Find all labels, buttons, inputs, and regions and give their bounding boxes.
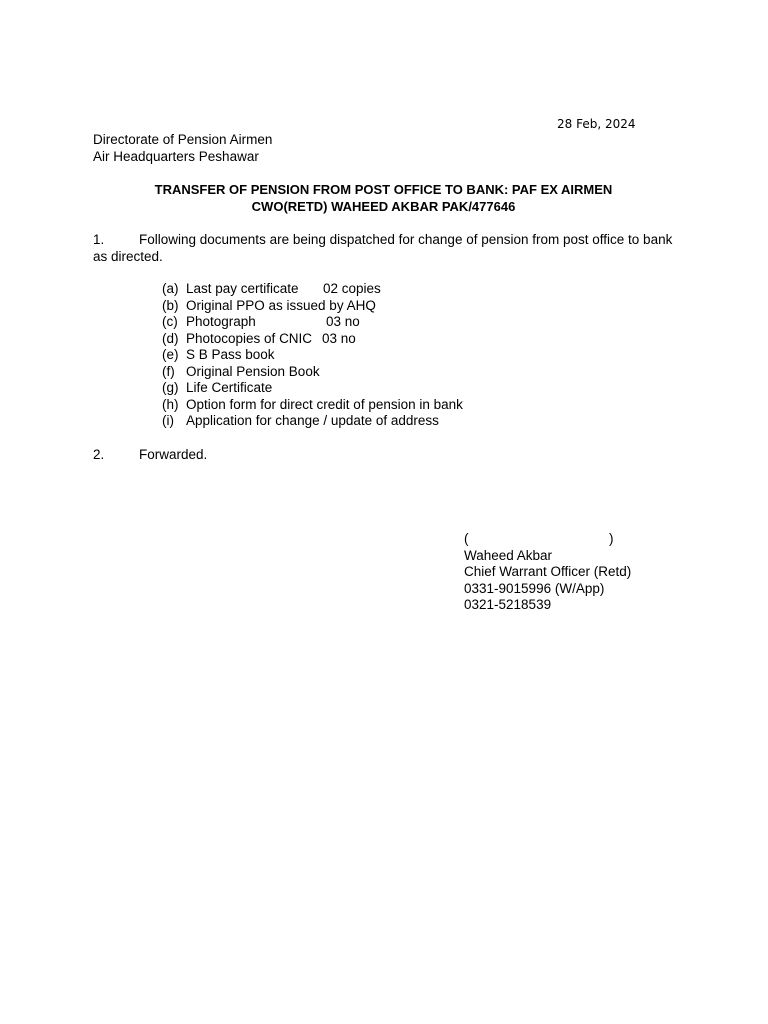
list-item-text: Original PPO as issued by AHQ	[186, 297, 376, 313]
list-item-text: Photograph	[186, 314, 256, 329]
list-item	[162, 347, 582, 364]
list-item	[162, 331, 582, 348]
paragraph-2-text: Forwarded.	[139, 447, 208, 462]
list-item-qty: 03 no	[322, 330, 356, 346]
list-item-label: (c)	[162, 314, 178, 329]
paragraph-2-number: 2.	[93, 447, 105, 462]
address-line-2: Air Headquarters Peshawar	[93, 148, 259, 164]
list-item-label: (a)	[162, 281, 179, 296]
subject-line-1: TRANSFER OF PENSION FROM POST OFFICE TO BANK: PAF EX AIRMEN	[154, 182, 613, 197]
list-item	[162, 364, 582, 381]
list-item-text: Original Pension Book	[186, 363, 320, 379]
list-item-text: Photocopies of CNIC	[186, 330, 313, 346]
list-item	[162, 413, 582, 430]
list-item-label: (h)	[162, 396, 179, 412]
paragraph-1-text: Following documents are being dispatched for change of pension from post office to bank as directed.	[93, 232, 673, 264]
letter-date: 28 Feb, 2024	[557, 117, 636, 131]
list-item	[162, 298, 582, 315]
paragraph-2	[93, 447, 207, 464]
list-item-text: Life Certificate	[186, 380, 273, 395]
list-item-text: Last pay certificate	[186, 281, 299, 296]
list-item-label: (e)	[162, 347, 179, 362]
list-item	[162, 397, 582, 414]
signatory-phone-2: 0321-5218539	[464, 597, 552, 612]
signatory-rank: Chief Warrant Officer (Retd)	[464, 564, 632, 579]
list-item-text: S B Pass book	[186, 347, 275, 362]
list-item-label: (g)	[162, 380, 179, 395]
list-item	[162, 314, 582, 331]
list-item-label: (i)	[162, 413, 174, 428]
list-item-text: Option form for direct credit of pension in bank	[186, 396, 463, 412]
list-item-label: (b)	[162, 297, 179, 313]
signature-block	[464, 531, 664, 614]
address-line-1: Directorate of Pension Airmen	[93, 132, 273, 147]
document-list	[162, 281, 582, 430]
letter-subject	[93, 182, 674, 216]
recipient-address	[93, 132, 272, 165]
list-item	[162, 380, 582, 397]
list-item-text: Application for change / update of address	[186, 413, 439, 428]
list-item	[162, 281, 582, 298]
list-item-qty: 02 copies	[323, 281, 381, 296]
signature-close-bracket: )	[609, 531, 614, 546]
list-item-label: (f)	[162, 363, 175, 379]
list-item-label: (d)	[162, 330, 179, 346]
signatory-name: Waheed Akbar	[464, 547, 553, 563]
list-item-qty: 03 no	[326, 314, 360, 329]
signature-open-bracket: (	[464, 531, 469, 546]
signature-space	[464, 531, 664, 548]
paragraph-1-number: 1.	[93, 232, 105, 247]
signatory-phone-1: 0331-9015996 (W/App)	[464, 580, 605, 596]
paragraph-1	[93, 232, 683, 265]
subject-line-2: CWO(RETD) WAHEED AKBAR PAK/477646	[251, 199, 516, 214]
